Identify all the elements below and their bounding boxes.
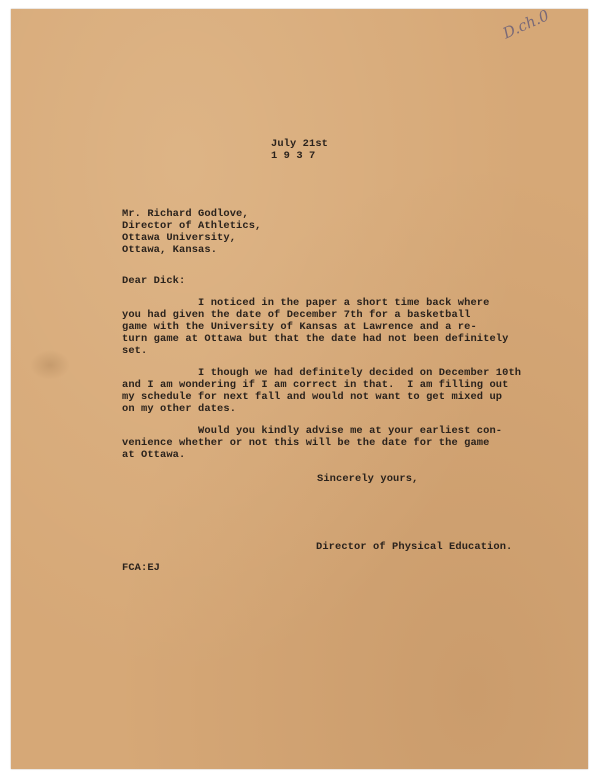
body-line: at Ottawa. [122,449,186,461]
closing: Sincerely yours, [317,473,419,485]
body-line: I noticed in the paper a short time back where [122,297,490,309]
body-line: my schedule for next fall and would not want to get mixed up [122,391,503,403]
date-line-2: 1 9 3 7 [271,150,316,162]
handwritten-note: D.ch.0 [500,6,552,43]
addressee-line: Mr. Richard Godlove, [122,208,249,220]
body-line: on my other dates. [122,403,237,415]
addressee-line: Director of Athletics, [122,220,262,232]
body-line: set. [122,345,148,357]
body-line: Would you kindly advise me at your earliest con- [122,425,503,437]
body-line: turn game at Ottawa but that the date had not been definitely [122,333,509,345]
signature-title: Director of Physical Education. [316,541,513,553]
body-line: game with the University of Kansas at Lawrence and a re- [122,321,477,333]
paper-smudge [30,350,70,380]
reference-initials: FCA:EJ [122,562,161,574]
body-line: I though we had definitely decided on December 10th [122,367,522,379]
addressee-line: Ottawa, Kansas. [122,244,218,256]
addressee-line: Ottawa University, [122,232,237,244]
body-line: you had given the date of December 7th for a basketball [122,309,471,321]
date-line-1: July 21st [271,138,329,150]
salutation: Dear Dick: [122,275,186,287]
body-line: and I am wondering if I am correct in that. I am filling out [122,379,509,391]
body-line: venience whether or not this will be the date for the game [122,437,490,449]
